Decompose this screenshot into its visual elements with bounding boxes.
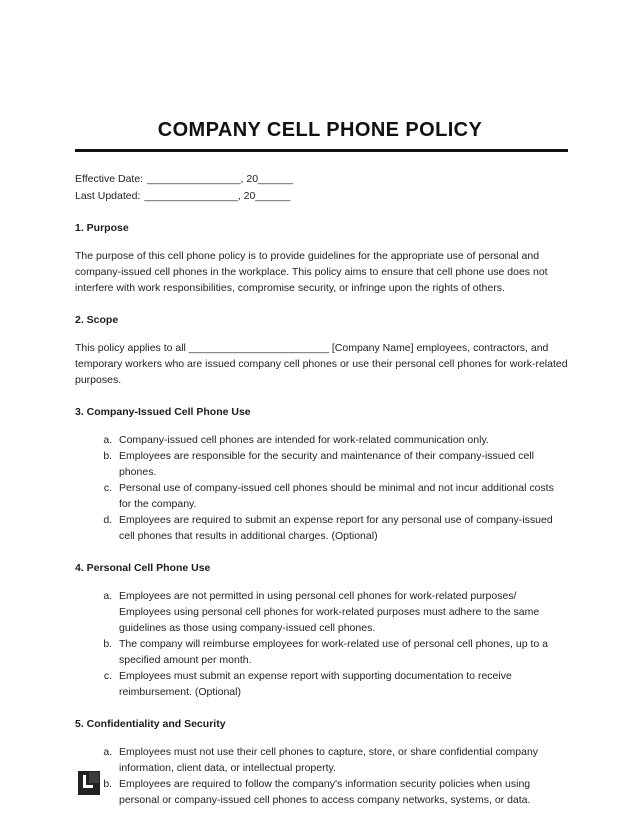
document-content [75,149,568,808]
title-rule [75,149,568,152]
effective-date-label: Effective Date: [75,173,144,185]
list-item: a. Company-issued cell phones are intended for work-related communication only. [115,432,568,448]
section-body-scope: This policy applies to all ________________________ [Company Name] employees, contractors, and temporary workers who are issued company cell phones or use their personal cell phones for work-related purposes. [75,342,568,386]
section-heading-purpose: 1. Purpose [75,222,129,234]
section-heading-personal-use: 4. Personal Cell Phone Use [75,562,211,574]
section-heading-company-issued-use: 3. Company-Issued Cell Phone Use [75,406,251,418]
list-item: d. Employees are required to submit an expense report for any personal use of company-issued cell phones that results in additional charges. (Optional) [115,512,568,544]
effective-date-blank: ________________, 20______ [147,173,294,185]
section-heading-confidentiality: 5. Confidentiality and Security [75,718,226,730]
section-list-confidentiality [75,744,568,808]
logo-letter-l [83,775,93,788]
section-heading-scope: 2. Scope [75,314,119,326]
legal-templates-logo-icon [78,771,100,795]
list-item: b. The company will reimburse employees for work-related use of personal cell phones, up to a specified amount per month. [115,636,568,668]
page-title: COMPANY CELL PHONE POLICY [157,119,483,141]
last-updated-label: Last Updated: [75,189,141,202]
list-item: a. Employees are not permitted in using personal cell phones for work-related purposes/ Employees using personal cell phones for work-related purposes must adhere to the same guidelines as those using company-issued cell phones. [115,588,568,636]
list-item: c. Personal use of company-issued cell phones should be minimal and not incur additional costs for the company. [115,480,568,512]
list-item: a. Employees must not use their cell phones to capture, store, or share confidential company information, client data, or intellectual property. [115,744,568,776]
date-block [75,171,568,204]
section-list-company-issued-use [75,432,568,544]
last-updated-blank: ________________, 20______ [144,189,291,202]
section-list-personal-use [75,588,568,700]
list-item: b. Employees are required to follow the company's information security policies when using personal or company-issued cell phones to access company networks, systems, or data. [115,776,568,808]
effective-date-line [75,171,568,188]
list-item: b. Employees are responsible for the security and maintenance of their company-issued cell phones. [115,448,568,480]
section-body-purpose: The purpose of this cell phone policy is to provide guidelines for the appropriate use of personal and company-issued cell phones in the workplace. This policy aims to ensure that cell phone use does not interfere with work responsibilities, compromise security, or infringe upon the rights of others. [75,250,548,294]
list-item: c. Employees must submit an expense report with supporting documentation to receive reimbursement. (Optional) [115,668,568,700]
last-updated-line [75,188,568,205]
